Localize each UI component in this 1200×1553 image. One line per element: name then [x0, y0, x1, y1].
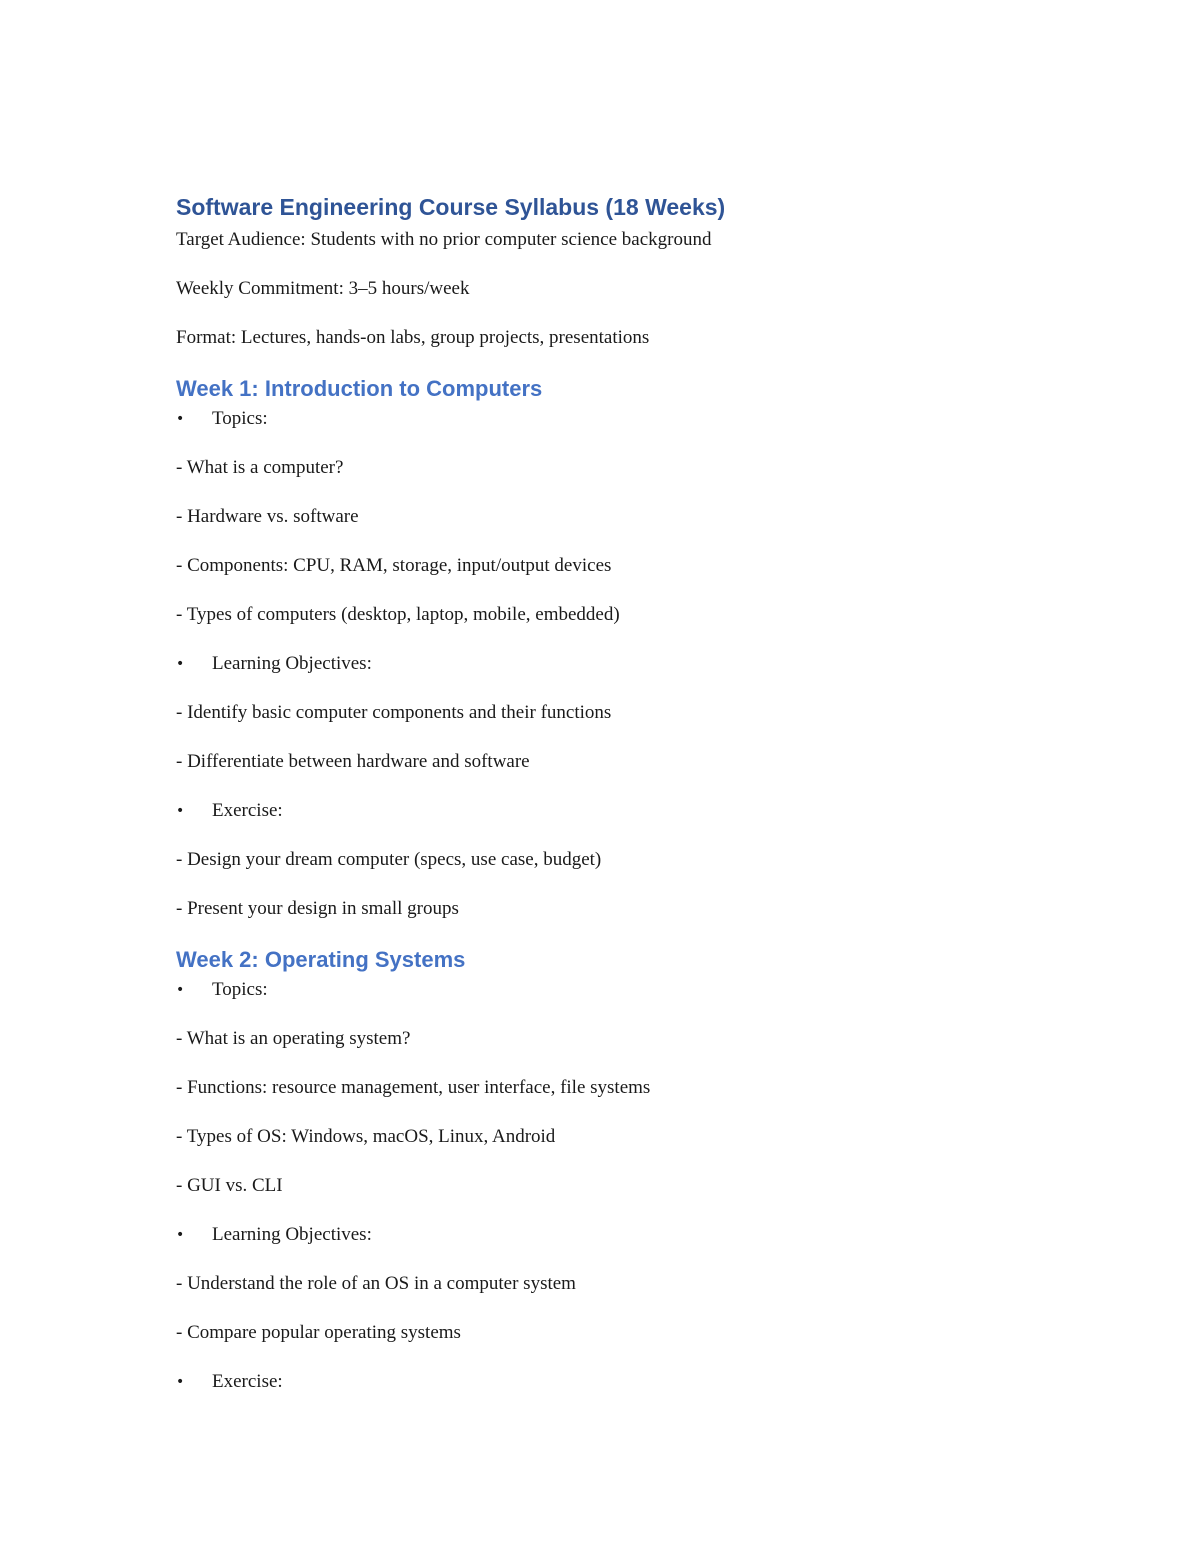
week-1-topic-item: - Components: CPU, RAM, storage, input/output devices [176, 555, 612, 576]
week-1-topic-item: - Hardware vs. software [176, 506, 359, 527]
section-label-text: Exercise: [212, 800, 283, 821]
week-2-objective-item: - Understand the role of an OS in a computer system [176, 1273, 576, 1294]
section-label-text: Learning Objectives: [212, 1224, 372, 1245]
bullet-icon: • [176, 411, 185, 427]
week-2-topic-item: - Functions: resource management, user interface, file systems [176, 1077, 651, 1098]
week-2-objective-item: - Compare popular operating systems [176, 1322, 461, 1343]
bullet-icon: • [176, 982, 185, 998]
document-body [176, 190, 1036, 1395]
weekly-commitment-line: Weekly Commitment: 3–5 hours/week [176, 278, 470, 299]
section-label-text: Exercise: [212, 1371, 283, 1392]
week-2-objectives-label [176, 1222, 1036, 1248]
section-label-text: Topics: [212, 979, 268, 1000]
bullet-icon: • [176, 803, 185, 819]
section-label-text: Learning Objectives: [212, 653, 372, 674]
week-1-topic-item: - What is a computer? [176, 457, 344, 478]
week-1-exercise-item: - Design your dream computer (specs, use case, budget) [176, 849, 602, 870]
week-1-objectives-label [176, 651, 1036, 677]
week-2-exercise-label [176, 1369, 1036, 1395]
week-2-topic-item: - Types of OS: Windows, macOS, Linux, Android [176, 1126, 556, 1147]
week-2-topics-label [176, 977, 1036, 1003]
week-1-exercise-label [176, 798, 1036, 824]
week-2-topic-item: - GUI vs. CLI [176, 1175, 283, 1196]
bullet-icon: • [176, 656, 185, 672]
document-title: Software Engineering Course Syllabus (18 Weeks) [176, 194, 726, 220]
week-2-topic-item: - What is an operating system? [176, 1028, 411, 1049]
target-audience-line: Target Audience: Students with no prior computer science background [176, 229, 712, 250]
bullet-icon: • [176, 1374, 185, 1390]
week-1-exercise-item: - Present your design in small groups [176, 898, 459, 919]
week-1-objective-item: - Differentiate between hardware and software [176, 751, 530, 772]
section-label-text: Topics: [212, 408, 268, 429]
week-1-topics-label [176, 406, 1036, 432]
format-line: Format: Lectures, hands-on labs, group projects, presentations [176, 327, 650, 348]
bullet-icon: • [176, 1227, 185, 1243]
week-1-objective-item: - Identify basic computer components and their functions [176, 702, 612, 723]
week-1-topic-item: - Types of computers (desktop, laptop, mobile, embedded) [176, 604, 620, 625]
week-2-heading: Week 2: Operating Systems [176, 947, 466, 972]
week-1-heading: Week 1: Introduction to Computers [176, 376, 543, 401]
